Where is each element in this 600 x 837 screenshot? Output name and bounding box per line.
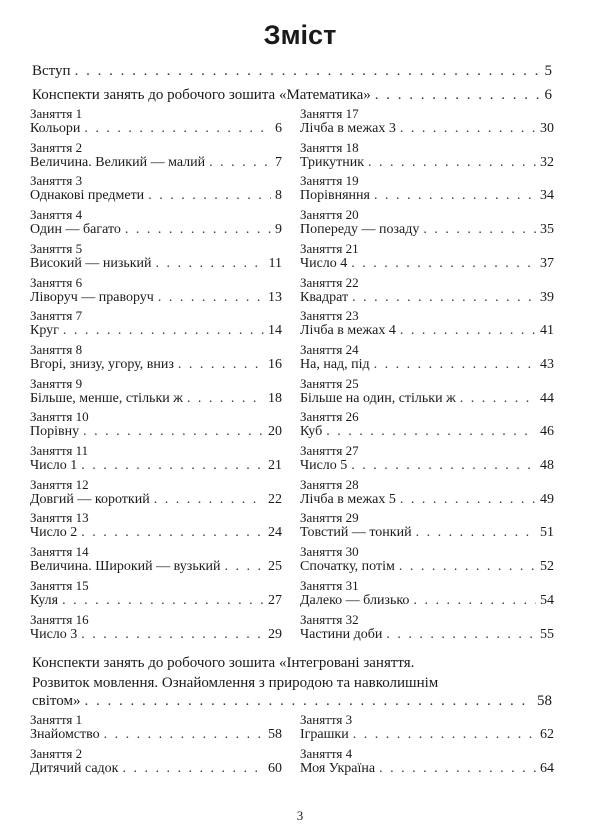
session-heading: Заняття 27: [300, 443, 359, 458]
entry-page: 46: [540, 424, 554, 440]
entry-page: 43: [540, 356, 554, 372]
leader-dots: [63, 323, 264, 339]
toc-entry[interactable]: [30, 290, 282, 306]
session-heading: Заняття 12: [30, 476, 89, 492]
session-heading: Заняття 26: [300, 409, 359, 425]
entry-page: 32: [540, 154, 554, 170]
entry-page: 22: [268, 491, 282, 507]
section-label-line-3: [32, 693, 552, 709]
session-heading: Заняття 32: [300, 611, 359, 627]
entry-page: 55: [540, 626, 554, 642]
leader-dots: [460, 391, 536, 407]
toc-entry[interactable]: [30, 559, 282, 575]
leader-dots: [413, 593, 536, 609]
entry-topic: Дитячий садок: [30, 760, 119, 776]
entry-topic: Частини доби: [300, 626, 383, 642]
entry-page: 52: [540, 559, 554, 575]
toc-entry[interactable]: [300, 391, 554, 407]
leader-dots: [375, 87, 541, 103]
entry-page: 14: [268, 323, 282, 339]
entry-page: 64: [540, 760, 554, 776]
leader-dots: [352, 290, 536, 306]
entry-page: 20: [268, 424, 282, 440]
session-heading: Заняття 3: [300, 712, 353, 727]
session-heading: Заняття 5: [30, 240, 83, 256]
toc-entry[interactable]: [300, 290, 554, 306]
toc-section-math[interactable]: [32, 87, 552, 103]
toc-entry[interactable]: [30, 424, 282, 440]
toc-section-integrated[interactable]: [32, 653, 552, 709]
entry-page: 62: [540, 727, 554, 742]
leader-dots: [400, 323, 536, 339]
session-heading: Заняття 24: [300, 341, 359, 357]
session-heading: Заняття 7: [30, 308, 83, 324]
session-heading: Заняття 1: [30, 712, 83, 727]
entry-topic: Довгий — короткий: [30, 491, 150, 507]
session-heading: Заняття 18: [300, 139, 359, 155]
section-page: 58: [537, 693, 552, 709]
toc-entry[interactable]: [30, 458, 282, 474]
session-heading: Заняття 3: [30, 173, 83, 189]
leader-dots: [400, 121, 536, 137]
session-heading: Заняття 25: [300, 375, 359, 391]
entry-page: 44: [540, 390, 554, 406]
session-heading: Заняття 22: [300, 274, 359, 290]
session-heading: Заняття 11: [30, 443, 89, 458]
toc-entry[interactable]: [300, 357, 554, 373]
entry-topic: Більше, менше, стільки ж: [30, 390, 183, 406]
leader-dots: [81, 627, 264, 643]
entry-topic: Однакові предмети: [30, 188, 145, 204]
leader-dots: [84, 693, 533, 709]
leader-dots: [75, 63, 541, 79]
entry-topic: Лічба в межах 4: [300, 323, 396, 339]
leader-dots: [399, 559, 536, 575]
entry-topic: Спочатку, потім: [300, 559, 395, 575]
leader-dots: [81, 525, 264, 541]
entry-page: 6: [275, 121, 282, 136]
leader-dots: [386, 627, 536, 643]
page-number: 3: [296, 808, 304, 823]
toc-entry[interactable]: [30, 593, 282, 609]
entry-topic: Куб: [300, 424, 323, 440]
entry-topic: На, над, під: [300, 356, 370, 372]
entry-page: 21: [268, 458, 282, 473]
entry-page: 30: [540, 121, 554, 136]
entry-topic: Попереду — позаду: [300, 222, 420, 238]
entry-topic: Число 1: [30, 458, 78, 473]
leader-dots: [148, 188, 271, 204]
entry-topic: Порівняння: [300, 188, 370, 204]
entry-page: 35: [540, 222, 554, 238]
leader-dots: [374, 188, 536, 204]
entry-page: 5: [544, 63, 552, 79]
entry-topic: Величина. Широкий — вузький: [30, 559, 221, 575]
entry-topic: Високий — низький: [30, 255, 152, 271]
leader-dots: [83, 424, 264, 440]
entry-page: 13: [268, 289, 282, 305]
leader-dots: [84, 121, 271, 137]
session-heading: Заняття 17: [300, 106, 359, 121]
toc-entry[interactable]: [300, 188, 554, 204]
leader-dots: [326, 424, 536, 440]
entry-topic: Далеко — близько: [300, 592, 410, 608]
entry-page: 24: [268, 525, 282, 541]
entry-topic: Число 2: [30, 525, 78, 541]
toc-entry[interactable]: [30, 627, 282, 643]
entry-page: 41: [540, 323, 554, 339]
toc-entry[interactable]: [30, 761, 282, 777]
leader-dots: [156, 256, 265, 272]
entry-page: 51: [540, 525, 554, 541]
session-heading: Заняття 31: [300, 577, 359, 593]
entry-topic: Знайомство: [30, 727, 100, 742]
session-heading: Заняття 6: [30, 274, 83, 290]
leader-dots: [423, 222, 536, 238]
section-label: Конспекти занять до робочого зошита «Математика»: [32, 87, 371, 103]
toc-entry[interactable]: [300, 492, 554, 508]
entry-topic: Круг: [30, 323, 59, 339]
toc-entry[interactable]: [300, 323, 554, 339]
entry-topic: Порівну: [30, 424, 80, 440]
entry-page: 29: [268, 626, 282, 642]
toc-entry[interactable]: [30, 391, 282, 407]
entry-page: 25: [268, 559, 282, 575]
toc-entry[interactable]: [300, 727, 554, 743]
leader-dots: [400, 492, 536, 508]
entry-topic: Лічба в межах 5: [300, 491, 396, 507]
leader-dots: [104, 727, 264, 743]
entry-page: 27: [268, 592, 282, 608]
entry-page: 11: [268, 255, 282, 271]
toc-entry[interactable]: [30, 222, 282, 238]
toc-entry[interactable]: [300, 222, 554, 238]
leader-dots: [122, 761, 264, 777]
entry-page: 58: [268, 727, 282, 742]
entry-topic: Ліворуч — праворуч: [30, 289, 154, 305]
leader-dots: [351, 458, 536, 474]
section-label-line-1: Конспекти занять до робочого зошита «Інтегровані заняття.: [32, 655, 415, 671]
leader-dots: [154, 492, 264, 508]
toc-entry-intro[interactable]: [32, 63, 552, 79]
entry-topic: Квадрат: [300, 289, 349, 305]
toc-entry[interactable]: [30, 525, 282, 541]
toc-entry[interactable]: [300, 525, 554, 541]
toc-entry[interactable]: [300, 593, 554, 609]
entry-topic: Більше на один, стільки ж: [300, 390, 456, 406]
session-heading: Заняття 9: [30, 375, 83, 391]
leader-dots: [125, 222, 271, 238]
entry-topic: Куля: [30, 592, 59, 608]
toc-entry[interactable]: [30, 357, 282, 373]
entry-topic: Моя Україна: [300, 760, 376, 776]
entry-topic: Іграшки: [300, 727, 349, 742]
entry-page: 34: [540, 188, 554, 204]
toc-entry[interactable]: [300, 627, 554, 643]
session-heading: Заняття 21: [300, 240, 359, 256]
session-heading: Заняття 1: [30, 106, 83, 121]
toc-entry[interactable]: [300, 458, 554, 474]
entry-label: Вступ: [32, 63, 71, 79]
entry-page: 60: [268, 760, 282, 776]
session-heading: Заняття 23: [300, 308, 359, 324]
toc-entry[interactable]: [30, 121, 282, 137]
session-heading: Заняття 15: [30, 577, 89, 593]
entry-page: 49: [540, 491, 554, 507]
leader-dots: [158, 290, 264, 306]
entry-topic: Один — багато: [30, 222, 121, 238]
session-heading: Заняття 10: [30, 409, 89, 425]
entry-page: 8: [275, 188, 282, 204]
entry-topic: Лічба в межах 3: [300, 121, 396, 136]
toc-entry[interactable]: [300, 559, 554, 575]
entry-topic: Величина. Великий — малий: [30, 154, 206, 170]
entry-page: 16: [268, 356, 282, 372]
leader-dots: [379, 761, 536, 777]
entry-page: 9: [275, 222, 282, 238]
leader-dots: [62, 593, 264, 609]
leader-dots: [368, 155, 536, 171]
leader-dots: [351, 256, 536, 272]
leader-dots: [225, 559, 264, 575]
entry-topic: Число 3: [30, 626, 78, 642]
toc-entry[interactable]: [300, 121, 554, 137]
toc-entry[interactable]: [30, 323, 282, 339]
entry-page: 48: [540, 458, 554, 473]
entry-topic: Число 4: [300, 255, 348, 271]
entry-topic: Товстий — тонкий: [300, 525, 412, 541]
toc-entry[interactable]: [30, 492, 282, 508]
toc-entry[interactable]: [300, 761, 554, 777]
entry-topic: Трикутник: [300, 154, 365, 170]
session-heading: Заняття 16: [30, 611, 89, 627]
session-heading: Заняття 2: [30, 139, 83, 155]
session-heading: Заняття 28: [300, 476, 359, 492]
session-heading: Заняття 19: [300, 173, 359, 189]
leader-dots: [374, 357, 536, 373]
section-label-tail: світом»: [32, 693, 81, 709]
session-heading: Заняття 29: [300, 510, 359, 526]
leader-dots: [209, 155, 271, 171]
entry-page: 37: [540, 255, 554, 271]
leader-dots: [416, 525, 536, 541]
toc-entry[interactable]: [300, 155, 554, 171]
toc-entry[interactable]: [30, 155, 282, 171]
session-heading: Заняття 8: [30, 341, 83, 357]
leader-dots: [81, 458, 264, 474]
toc-entry[interactable]: [30, 256, 282, 272]
entry-topic: Вгорі, знизу, угору, вниз: [30, 356, 174, 372]
entry-topic: Число 5: [300, 458, 348, 473]
entry-page: 18: [268, 390, 282, 406]
entry-page: 7: [275, 154, 282, 170]
entry-topic: Кольори: [30, 121, 81, 136]
leader-dots: [187, 391, 264, 407]
session-heading: Заняття 20: [300, 207, 359, 223]
section-label-line-2: Розвиток мовлення. Ознайомлення з природою та навколишнім: [32, 675, 439, 691]
leader-dots: [178, 357, 264, 373]
section-page: 6: [544, 87, 552, 103]
toc-entry[interactable]: [300, 424, 554, 440]
entry-page: 54: [540, 592, 554, 608]
session-heading: Заняття 13: [30, 510, 89, 526]
toc-entry[interactable]: [300, 256, 554, 272]
session-heading: Заняття 30: [300, 544, 359, 560]
session-heading: Заняття 2: [30, 745, 83, 761]
leader-dots: [353, 727, 536, 743]
session-heading: Заняття 14: [30, 544, 89, 560]
session-heading: Заняття 4: [300, 745, 353, 761]
toc-entry[interactable]: [30, 727, 282, 743]
session-heading: Заняття 4: [30, 207, 83, 223]
toc-entry[interactable]: [30, 188, 282, 204]
page-title: Зміст: [263, 20, 337, 50]
entry-page: 39: [540, 289, 554, 305]
